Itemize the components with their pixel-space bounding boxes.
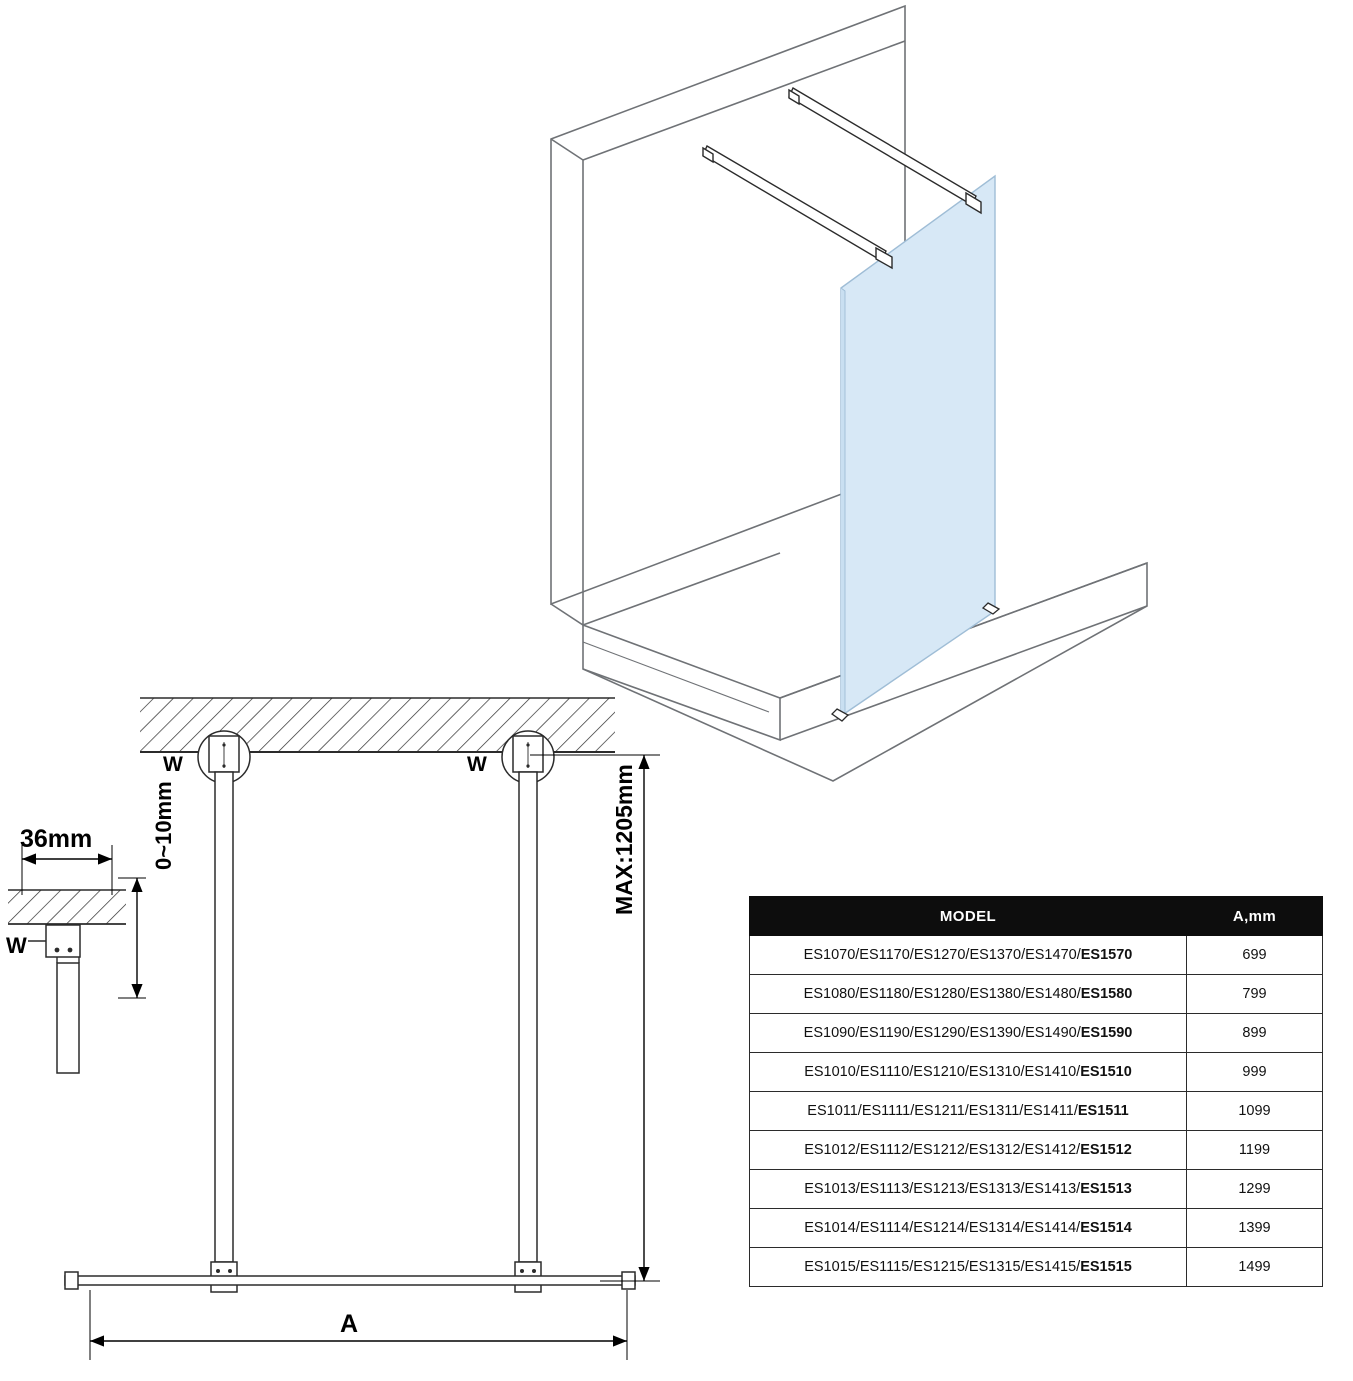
cell-a-value: 799 — [1187, 975, 1323, 1014]
label-width-a: A — [340, 1310, 359, 1338]
table-row — [750, 1092, 1323, 1131]
table-row — [750, 936, 1323, 975]
plan-support-bar-1 — [211, 772, 237, 1292]
cell-model — [750, 1209, 1187, 1248]
model-highlight: ES1512 — [1080, 1142, 1132, 1158]
model-highlight: ES1510 — [1080, 1064, 1132, 1080]
cell-a-value: 1499 — [1187, 1248, 1323, 1287]
model-list: ES1090/ES1190/ES1290/ES1390/ES1490/ — [803, 1025, 1081, 1041]
table-row — [750, 1209, 1323, 1248]
cell-a-value: 899 — [1187, 1014, 1323, 1053]
cell-model — [750, 1053, 1187, 1092]
cell-a-value: 1099 — [1187, 1092, 1323, 1131]
model-list: ES1013/ES1113/ES1213/ES1313/ES1413/ — [804, 1181, 1081, 1197]
header-a-mm: A,mm — [1187, 897, 1323, 936]
cell-model — [750, 1131, 1187, 1170]
plan-support-bar-2 — [515, 772, 541, 1292]
cell-model — [750, 1248, 1187, 1287]
table-row — [750, 1131, 1323, 1170]
table-row — [750, 1248, 1323, 1287]
model-highlight: ES1514 — [1080, 1220, 1132, 1236]
table-row — [750, 1014, 1323, 1053]
dimension-max-height — [530, 755, 660, 1281]
dimension-width-a — [90, 1290, 627, 1360]
cell-model — [750, 1092, 1187, 1131]
model-list: ES1014/ES1114/ES1214/ES1314/ES1414/ — [804, 1220, 1081, 1236]
table-row — [750, 975, 1323, 1014]
model-highlight: ES1580 — [1080, 986, 1133, 1002]
cell-a-value: 999 — [1187, 1053, 1323, 1092]
model-list: ES1011/ES1111/ES1211/ES1311/ES1411/ — [807, 1103, 1078, 1119]
table-row — [750, 1170, 1323, 1209]
cell-model — [750, 1014, 1187, 1053]
cell-model — [750, 975, 1187, 1014]
model-spec-table — [749, 896, 1323, 1287]
cell-a-value: 1199 — [1187, 1131, 1323, 1170]
label-wall-mark-detail: W — [6, 933, 27, 958]
model-list: ES1080/ES1180/ES1280/ES1380/ES1480/ — [803, 986, 1081, 1002]
plan-glass-strip — [65, 1272, 635, 1289]
model-highlight: ES1590 — [1080, 1025, 1133, 1041]
cell-a-value: 1299 — [1187, 1170, 1323, 1209]
model-list: ES1070/ES1170/ES1270/ES1370/ES1470/ — [803, 947, 1081, 963]
model-list: ES1010/ES1110/ES1210/ES1310/ES1410/ — [804, 1064, 1081, 1080]
label-thickness-36mm: 36mm — [20, 825, 93, 853]
cell-model — [750, 936, 1187, 975]
cell-model — [750, 1170, 1187, 1209]
model-highlight: ES1570 — [1080, 947, 1133, 963]
table-header-row — [750, 897, 1323, 936]
cell-a-value: 1399 — [1187, 1209, 1323, 1248]
header-model: MODEL — [750, 897, 1187, 936]
label-max-height: MAX:1205mm — [611, 764, 637, 915]
model-highlight: ES1511 — [1077, 1103, 1129, 1119]
model-list: ES1012/ES1112/ES1212/ES1312/ES1412/ — [804, 1142, 1081, 1158]
detail-bracket-section — [8, 845, 146, 1073]
label-wall-mark-2: W — [467, 753, 487, 776]
label-wall-mark-1: W — [163, 753, 183, 776]
model-list: ES1015/ES1115/ES1215/ES1315/ES1415/ — [804, 1259, 1081, 1275]
label-gap-0-10mm: 0~10mm — [151, 781, 176, 870]
model-highlight: ES1513 — [1080, 1181, 1132, 1197]
cell-a-value: 699 — [1187, 936, 1323, 975]
support-bar-upper — [789, 88, 981, 213]
table-row — [750, 1053, 1323, 1092]
model-highlight: ES1515 — [1080, 1259, 1132, 1275]
support-bar-lower — [703, 146, 892, 268]
